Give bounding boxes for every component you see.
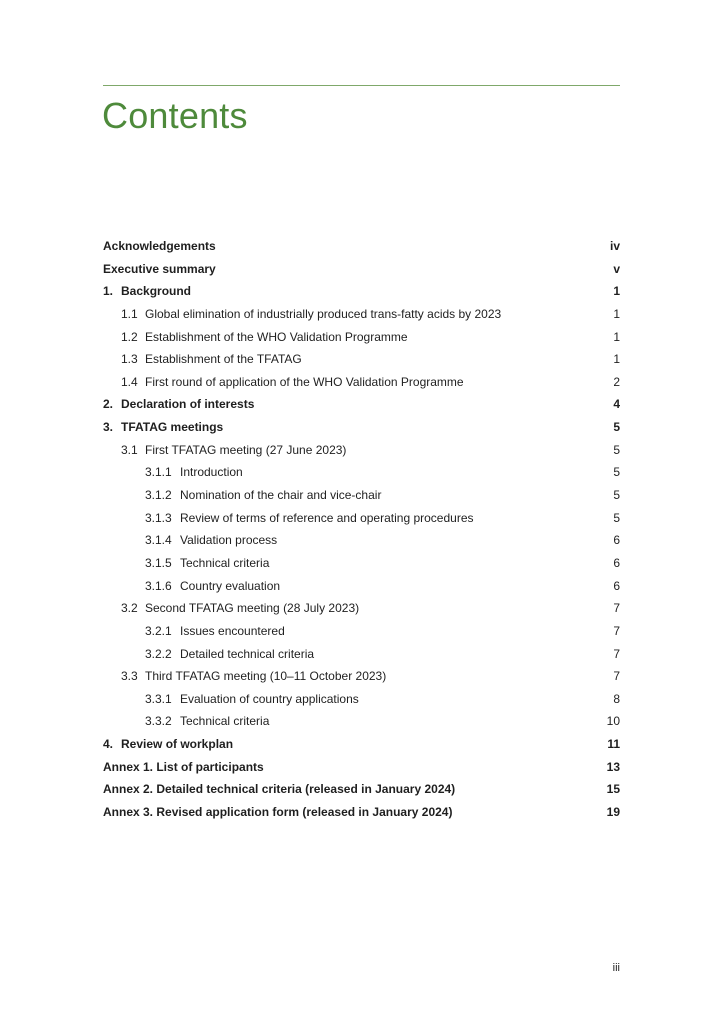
toc-entry-1-2[interactable] <box>103 326 620 349</box>
toc-entry-page: 5 <box>613 465 620 480</box>
toc-entry-page: iv <box>609 239 620 253</box>
page-title: Contents <box>102 95 248 136</box>
toc-entry-annex-3[interactable] <box>103 801 620 824</box>
toc-entry-page: v <box>613 261 620 276</box>
toc-entry-label: 3.3.1 Evaluation of country applications <box>145 688 359 711</box>
toc-entry-page: 1 <box>613 284 620 299</box>
toc-entry-3-1[interactable] <box>103 439 620 462</box>
toc-entry-3-2[interactable] <box>103 597 620 620</box>
toc-entry-number: 3. <box>103 420 114 435</box>
toc-entry-label: 1.1 Global elimination of industrially produced trans-fatty acids by 2023 <box>121 303 501 326</box>
toc-entry-label: 3.1 First TFATAG meeting (27 June 2023) <box>121 439 346 462</box>
toc-entry-label: 1.4 First round of application of the WHO Validation Programme <box>121 371 464 394</box>
toc-entry-annex-1[interactable] <box>103 756 620 779</box>
toc-entry-label: 3.2.1 Issues encountered <box>145 620 285 643</box>
toc-entry-label: Annex 2. Detailed technical criteria (released in January 2024) <box>103 782 456 797</box>
toc-entry-page: 19 <box>606 805 620 820</box>
toc-entry-3-2-2[interactable] <box>103 643 620 666</box>
toc-entry-label: 1. Background <box>103 280 191 303</box>
toc-entry-3-1-4[interactable] <box>103 529 620 552</box>
toc-entry-number: 1.3 <box>121 352 138 367</box>
toc-entry-label: 3. TFATAG meetings <box>103 416 223 439</box>
toc-entry-label: 3.1.1 Introduction <box>145 461 243 484</box>
toc-entry-number: 2. <box>103 397 114 412</box>
toc-entry-label: 4. Review of workplan <box>103 733 233 756</box>
toc-entry-number: 1.2 <box>121 329 138 344</box>
toc-entry-label: Annex 3. Revised application form (released in January 2024) <box>103 805 453 820</box>
toc-entry-page: 5 <box>613 420 620 435</box>
toc-entry-page: 7 <box>613 669 620 684</box>
toc-entry-3-2-1[interactable] <box>103 620 620 643</box>
toc-entry-page: 7 <box>613 623 620 638</box>
toc-entry-page: 5 <box>613 510 620 525</box>
toc-entry-3-1-6[interactable] <box>103 575 620 598</box>
toc-entry-label: 1.2 Establishment of the WHO Validation Programme <box>121 326 408 349</box>
toc-entry-label: 3.2 Second TFATAG meeting (28 July 2023) <box>121 597 359 620</box>
toc-entry-page: 13 <box>606 759 620 774</box>
toc-entry-3-1-1[interactable] <box>103 461 620 484</box>
toc-entry-number: 1. <box>103 284 114 299</box>
toc-entry-annex-2[interactable] <box>103 778 620 801</box>
toc-entry-page: 1 <box>613 352 620 367</box>
toc-entry-label: 3.3 Third TFATAG meeting (10–11 October 2023) <box>121 665 386 688</box>
toc-entry-page: 11 <box>607 737 620 752</box>
toc-entry-label: Executive summary <box>103 261 216 276</box>
toc-entry-review-of-workplan[interactable] <box>103 733 620 756</box>
toc-entry-label: 3.1.6 Country evaluation <box>145 575 280 598</box>
toc-entry-tfatag-meetings[interactable] <box>103 416 620 439</box>
toc-entry-label: Acknowledgements <box>103 239 216 253</box>
toc-entry-3-1-3[interactable] <box>103 507 620 530</box>
toc-entry-number: 3.3 <box>121 669 138 684</box>
toc-entry-label: 3.3.2 Technical criteria <box>145 710 269 733</box>
toc-entry-number: 3.2.2 <box>145 646 172 661</box>
toc-entry-label: 3.1.4 Validation process <box>145 529 277 552</box>
toc-entry-page: 8 <box>613 691 620 706</box>
toc-entry-number: 3.1.6 <box>145 578 172 593</box>
toc-entry-number: 3.3.2 <box>145 714 172 729</box>
toc-entry-number: 3.1.3 <box>145 510 172 525</box>
toc-entry-3-1-5[interactable] <box>103 552 620 575</box>
toc-entry-acknowledgements[interactable] <box>103 235 620 258</box>
toc-entry-3-3[interactable] <box>103 665 620 688</box>
toc-entry-number: 3.2 <box>121 601 138 616</box>
toc-entry-number: 4. <box>103 737 114 752</box>
toc-entry-number: 1.4 <box>121 374 138 389</box>
toc-entry-page: 5 <box>613 442 620 457</box>
toc-entry-number: 3.1.5 <box>145 555 172 570</box>
toc-entry-number: 1.1 <box>121 306 138 321</box>
toc-entry-3-3-1[interactable] <box>103 688 620 711</box>
title-rule <box>103 85 620 86</box>
toc-entry-page: 6 <box>613 555 620 570</box>
toc-entry-number: 3.1.1 <box>145 465 172 480</box>
toc-entry-label: 3.2.2 Detailed technical criteria <box>145 643 314 666</box>
table-of-contents <box>103 235 620 824</box>
toc-entry-number: 3.1 <box>121 442 138 457</box>
toc-entry-page: 1 <box>613 306 620 321</box>
toc-entry-3-3-2[interactable] <box>103 710 620 733</box>
toc-entry-page: 15 <box>606 782 620 797</box>
toc-entry-label: 3.1.2 Nomination of the chair and vice-chair <box>145 484 381 507</box>
toc-entry-1-3[interactable] <box>103 348 620 371</box>
toc-entry-label: Annex 1. List of participants <box>103 759 264 774</box>
toc-entry-page: 6 <box>613 578 620 593</box>
toc-entry-executive-summary[interactable] <box>103 258 620 281</box>
toc-entry-page: 4 <box>613 397 620 412</box>
toc-entry-1-4[interactable] <box>103 371 620 394</box>
toc-entry-declaration-of-interests[interactable] <box>103 393 620 416</box>
toc-entry-label: 3.1.5 Technical criteria <box>145 552 269 575</box>
toc-entry-number: 3.2.1 <box>145 623 172 638</box>
toc-entry-label: 2. Declaration of interests <box>103 393 254 416</box>
toc-entry-page: 2 <box>613 374 620 389</box>
page-number: iii <box>612 962 620 974</box>
toc-entry-number: 3.3.1 <box>145 691 172 706</box>
toc-entry-background[interactable] <box>103 280 620 303</box>
toc-entry-page: 5 <box>613 488 620 503</box>
toc-entry-number: 3.1.2 <box>145 488 172 503</box>
toc-entry-label: 1.3 Establishment of the TFATAG <box>121 348 302 371</box>
toc-entry-number: 3.1.4 <box>145 533 172 548</box>
toc-entry-page: 1 <box>613 329 620 344</box>
toc-entry-page: 7 <box>613 646 620 661</box>
toc-entry-1-1[interactable] <box>103 303 620 326</box>
toc-entry-3-1-2[interactable] <box>103 484 620 507</box>
toc-entry-page: 7 <box>613 601 620 616</box>
toc-entry-page: 6 <box>613 533 620 548</box>
toc-entry-label: 3.1.3 Review of terms of reference and operating procedures <box>145 507 474 530</box>
toc-entry-page: 10 <box>606 714 620 729</box>
